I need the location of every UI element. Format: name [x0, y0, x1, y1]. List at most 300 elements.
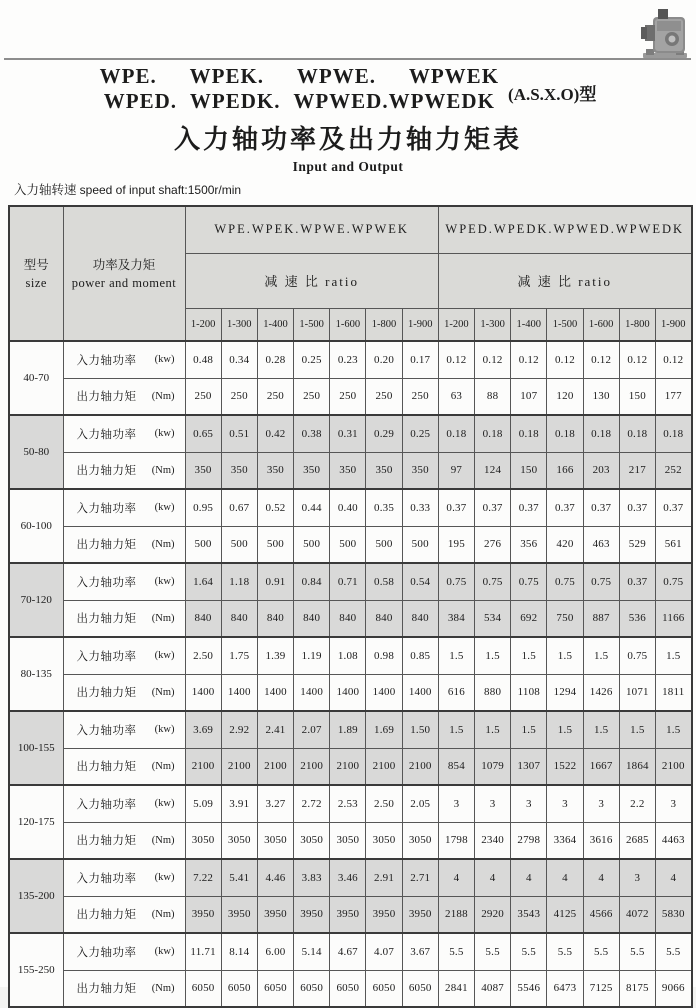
value-cell: 1079	[475, 748, 511, 785]
value-cell: 840	[402, 600, 438, 637]
row-label-text: 出力轴力矩	[76, 465, 137, 478]
value-cell: 1.5	[583, 711, 619, 748]
value-cell: 0.37	[438, 489, 474, 526]
value-cell: 0.84	[294, 563, 330, 600]
value-cell: 5546	[511, 970, 547, 1007]
value-cell: 2.91	[366, 859, 402, 896]
value-cell: 2100	[330, 748, 366, 785]
value-cell: 3950	[221, 896, 257, 933]
value-cell: 500	[402, 526, 438, 563]
value-cell: 350	[257, 452, 293, 489]
value-cell: 1.75	[221, 637, 257, 674]
value-cell: 0.75	[511, 563, 547, 600]
value-cell: 500	[221, 526, 257, 563]
value-cell: 350	[402, 452, 438, 489]
ratio-header-cell: 1-800	[619, 308, 655, 341]
value-cell: 1166	[655, 600, 691, 637]
value-cell: 3	[438, 785, 474, 822]
table-row-torque	[9, 600, 692, 637]
value-cell: 2340	[475, 822, 511, 859]
value-cell: 2.72	[294, 785, 330, 822]
value-cell: 107	[511, 378, 547, 415]
value-cell: 3050	[221, 822, 257, 859]
value-cell: 0.37	[583, 489, 619, 526]
value-cell: 0.75	[655, 563, 691, 600]
row-label-text: 出力轴力矩	[76, 761, 137, 774]
value-cell: 0.35	[366, 489, 402, 526]
value-cell: 0.75	[583, 563, 619, 600]
value-cell: 616	[438, 674, 474, 711]
value-cell: 880	[475, 674, 511, 711]
value-cell: 1.50	[402, 711, 438, 748]
value-cell: 11.71	[185, 933, 221, 970]
value-cell: 0.28	[257, 341, 293, 378]
row-label-cell	[63, 711, 185, 748]
value-cell: 0.75	[438, 563, 474, 600]
value-cell: 0.12	[475, 341, 511, 378]
value-cell: 0.12	[619, 341, 655, 378]
value-cell: 534	[475, 600, 511, 637]
input-speed-note-en: speed of input shaft:1500r/min	[79, 183, 242, 197]
row-label-text: 入力轴功率	[76, 576, 137, 589]
value-cell: 350	[330, 452, 366, 489]
size-cell: 60-100	[9, 489, 63, 563]
value-cell: 2100	[185, 748, 221, 785]
column-header-power-moment	[63, 206, 185, 341]
value-cell: 0.18	[547, 415, 583, 452]
value-cell: 124	[475, 452, 511, 489]
value-cell: 276	[475, 526, 511, 563]
value-cell: 0.12	[511, 341, 547, 378]
value-cell: 1.5	[511, 711, 547, 748]
value-cell: 5830	[655, 896, 691, 933]
value-cell: 0.40	[330, 489, 366, 526]
value-cell: 840	[330, 600, 366, 637]
row-label-unit: (Nm)	[151, 760, 175, 772]
value-cell: 2685	[619, 822, 655, 859]
ratio-header-cell: 1-300	[475, 308, 511, 341]
value-cell: 5.14	[294, 933, 330, 970]
value-cell: 356	[511, 526, 547, 563]
value-cell: 4087	[475, 970, 511, 1007]
value-cell: 0.38	[294, 415, 330, 452]
value-cell: 1400	[402, 674, 438, 711]
value-cell: 1.5	[583, 637, 619, 674]
table-row-power	[9, 563, 692, 600]
table-row-power	[9, 341, 692, 378]
value-cell: 0.51	[221, 415, 257, 452]
value-cell: 840	[185, 600, 221, 637]
value-cell: 1.5	[655, 711, 691, 748]
table-row-torque	[9, 748, 692, 785]
value-cell: 6050	[330, 970, 366, 1007]
row-label-text: 入力轴功率	[76, 798, 137, 811]
value-cell: 840	[294, 600, 330, 637]
value-cell: 5.5	[438, 933, 474, 970]
ratio-header-cell: 1-400	[257, 308, 293, 341]
ratio-header-cell: 1-200	[438, 308, 474, 341]
value-cell: 120	[547, 378, 583, 415]
input-speed-note	[14, 180, 241, 198]
value-cell: 350	[221, 452, 257, 489]
value-cell: 5.5	[619, 933, 655, 970]
value-cell: 7125	[583, 970, 619, 1007]
value-cell: 1522	[547, 748, 583, 785]
input-speed-note-cn: 入力轴转速	[14, 183, 77, 197]
row-label-cell	[63, 341, 185, 378]
value-cell: 1400	[185, 674, 221, 711]
value-cell: 1.89	[330, 711, 366, 748]
value-cell: 3	[547, 785, 583, 822]
value-cell: 6050	[402, 970, 438, 1007]
value-cell: 1798	[438, 822, 474, 859]
value-cell: 420	[547, 526, 583, 563]
value-cell: 6473	[547, 970, 583, 1007]
ratio-label-group1: 减 速 比 ratio	[185, 253, 438, 308]
value-cell: 0.54	[402, 563, 438, 600]
value-cell: 3950	[294, 896, 330, 933]
value-cell: 840	[366, 600, 402, 637]
header-divider	[4, 58, 691, 60]
value-cell: 0.29	[366, 415, 402, 452]
row-label-unit: (Nm)	[151, 464, 175, 476]
size-cell: 80-135	[9, 637, 63, 711]
ratio-header-cell: 1-500	[294, 308, 330, 341]
row-label-unit: (kw)	[154, 650, 175, 662]
value-cell: 0.37	[475, 489, 511, 526]
table-row-torque	[9, 526, 692, 563]
value-cell: 3364	[547, 822, 583, 859]
value-cell: 1071	[619, 674, 655, 711]
value-cell: 2.41	[257, 711, 293, 748]
value-cell: 8.14	[221, 933, 257, 970]
value-cell: 3	[655, 785, 691, 822]
value-cell: 0.12	[438, 341, 474, 378]
value-cell: 1.5	[475, 637, 511, 674]
row-label-cell	[63, 637, 185, 674]
value-cell: 1.5	[547, 711, 583, 748]
row-label-unit: (Nm)	[151, 612, 175, 624]
value-cell: 887	[583, 600, 619, 637]
value-cell: 5.5	[583, 933, 619, 970]
value-cell: 2.92	[221, 711, 257, 748]
size-cell: 50-80	[9, 415, 63, 489]
value-cell: 0.52	[257, 489, 293, 526]
value-cell: 97	[438, 452, 474, 489]
row-label-cell	[63, 489, 185, 526]
page-title-cn: 入力轴功率及出力轴力矩表	[173, 125, 522, 154]
value-cell: 0.37	[511, 489, 547, 526]
value-cell: 250	[366, 378, 402, 415]
value-cell: 0.65	[185, 415, 221, 452]
row-label-cell	[63, 674, 185, 711]
spec-table	[8, 205, 693, 1008]
value-cell: 0.17	[402, 341, 438, 378]
value-cell: 840	[221, 600, 257, 637]
value-cell: 1.5	[655, 637, 691, 674]
value-cell: 250	[330, 378, 366, 415]
value-cell: 2100	[221, 748, 257, 785]
value-cell: 1.5	[547, 637, 583, 674]
row-label-unit: (Nm)	[151, 390, 175, 402]
value-cell: 2.50	[185, 637, 221, 674]
value-cell: 0.75	[619, 637, 655, 674]
value-cell: 3.91	[221, 785, 257, 822]
size-cell: 100-155	[9, 711, 63, 785]
value-cell: 3950	[185, 896, 221, 933]
value-cell: 463	[583, 526, 619, 563]
row-label-text: 入力轴功率	[76, 650, 137, 663]
row-label-text: 出力轴力矩	[76, 909, 137, 922]
value-cell: 4.07	[366, 933, 402, 970]
value-cell: 0.48	[185, 341, 221, 378]
value-cell: 5.5	[655, 933, 691, 970]
value-cell: 1.08	[330, 637, 366, 674]
value-cell: 4	[655, 859, 691, 896]
value-cell: 3616	[583, 822, 619, 859]
table-row-torque	[9, 378, 692, 415]
value-cell: 0.18	[655, 415, 691, 452]
table-row-torque	[9, 822, 692, 859]
ratio-header-cell: 1-800	[366, 308, 402, 341]
value-cell: 1400	[366, 674, 402, 711]
value-cell: 4.67	[330, 933, 366, 970]
row-label-cell	[63, 452, 185, 489]
row-label-cell	[63, 822, 185, 859]
ratio-label-group2: 减 速 比 ratio	[438, 253, 691, 308]
value-cell: 0.37	[619, 563, 655, 600]
type-suffix: (A.S.X.O)型	[508, 84, 597, 104]
row-label-unit: (Nm)	[151, 538, 175, 550]
value-cell: 0.75	[475, 563, 511, 600]
value-cell: 0.31	[330, 415, 366, 452]
value-cell: 3	[475, 785, 511, 822]
value-cell: 536	[619, 600, 655, 637]
value-cell: 0.91	[257, 563, 293, 600]
value-cell: 3.69	[185, 711, 221, 748]
value-cell: 1.5	[438, 637, 474, 674]
value-cell: 0.23	[330, 341, 366, 378]
ratio-header-cell: 1-600	[583, 308, 619, 341]
row-label-cell	[63, 378, 185, 415]
value-cell: 1108	[511, 674, 547, 711]
row-label-cell	[63, 859, 185, 896]
ratio-header-cell: 1-500	[547, 308, 583, 341]
value-cell: 177	[655, 378, 691, 415]
value-cell: 250	[402, 378, 438, 415]
value-cell: 6050	[221, 970, 257, 1007]
group-header-wpe: WPE.WPEK.WPWE.WPWEK	[185, 206, 438, 253]
value-cell: 4463	[655, 822, 691, 859]
value-cell: 1.5	[511, 637, 547, 674]
value-cell: 3050	[257, 822, 293, 859]
value-cell: 2.05	[402, 785, 438, 822]
value-cell: 3.46	[330, 859, 366, 896]
row-label-cell	[63, 785, 185, 822]
value-cell: 0.33	[402, 489, 438, 526]
value-cell: 1.64	[185, 563, 221, 600]
ratio-header-cell: 1-900	[402, 308, 438, 341]
value-cell: 1400	[257, 674, 293, 711]
table-row-power	[9, 711, 692, 748]
value-cell: 0.34	[221, 341, 257, 378]
value-cell: 4072	[619, 896, 655, 933]
value-cell: 1426	[583, 674, 619, 711]
value-cell: 2100	[655, 748, 691, 785]
value-cell: 9066	[655, 970, 691, 1007]
value-cell: 2.71	[402, 859, 438, 896]
column-header-size	[9, 206, 63, 341]
value-cell: 250	[185, 378, 221, 415]
value-cell: 1294	[547, 674, 583, 711]
value-cell: 3950	[330, 896, 366, 933]
value-cell: 0.37	[619, 489, 655, 526]
size-cell: 120-175	[9, 785, 63, 859]
row-label-text: 出力轴力矩	[76, 835, 137, 848]
value-cell: 0.18	[619, 415, 655, 452]
row-label-cell	[63, 526, 185, 563]
value-cell: 854	[438, 748, 474, 785]
value-cell: 203	[583, 452, 619, 489]
value-cell: 1811	[655, 674, 691, 711]
value-cell: 250	[221, 378, 257, 415]
value-cell: 500	[185, 526, 221, 563]
value-cell: 0.42	[257, 415, 293, 452]
value-cell: 500	[294, 526, 330, 563]
value-cell: 4125	[547, 896, 583, 933]
row-label-unit: (kw)	[154, 428, 175, 440]
value-cell: 3.27	[257, 785, 293, 822]
table-row-power	[9, 415, 692, 452]
value-cell: 0.37	[655, 489, 691, 526]
value-cell: 4	[475, 859, 511, 896]
value-cell: 5.09	[185, 785, 221, 822]
row-label-unit: (kw)	[154, 798, 175, 810]
value-cell: 3.83	[294, 859, 330, 896]
value-cell: 0.98	[366, 637, 402, 674]
row-label-unit: (kw)	[154, 502, 175, 514]
table-row-torque	[9, 970, 692, 1007]
value-cell: 3050	[294, 822, 330, 859]
column-header-power-en: power and moment	[71, 275, 177, 290]
value-cell: 2.50	[366, 785, 402, 822]
row-label-unit: (kw)	[154, 946, 175, 958]
value-cell: 195	[438, 526, 474, 563]
column-header-size-en: size	[25, 275, 47, 290]
row-label-unit: (kw)	[154, 872, 175, 884]
value-cell: 0.18	[438, 415, 474, 452]
value-cell: 0.18	[475, 415, 511, 452]
value-cell: 3	[583, 785, 619, 822]
value-cell: 1.5	[475, 711, 511, 748]
ratio-header-cell: 1-900	[655, 308, 691, 341]
row-label-cell	[63, 970, 185, 1007]
value-cell: 350	[294, 452, 330, 489]
value-cell: 0.18	[583, 415, 619, 452]
value-cell: 6050	[366, 970, 402, 1007]
value-cell: 4	[547, 859, 583, 896]
value-cell: 166	[547, 452, 583, 489]
value-cell: 250	[294, 378, 330, 415]
row-label-unit: (kw)	[154, 724, 175, 736]
value-cell: 3050	[185, 822, 221, 859]
column-header-size-cn: 型号	[23, 257, 49, 272]
value-cell: 252	[655, 452, 691, 489]
value-cell: 5.5	[475, 933, 511, 970]
value-cell: 250	[257, 378, 293, 415]
value-cell: 2100	[366, 748, 402, 785]
value-cell: 3950	[257, 896, 293, 933]
value-cell: 0.85	[402, 637, 438, 674]
row-label-cell	[63, 600, 185, 637]
value-cell: 4	[583, 859, 619, 896]
row-label-unit: (kw)	[154, 354, 175, 366]
value-cell: 3	[619, 859, 655, 896]
value-cell: 0.25	[402, 415, 438, 452]
value-cell: 130	[583, 378, 619, 415]
value-cell: 8175	[619, 970, 655, 1007]
value-cell: 2.2	[619, 785, 655, 822]
value-cell: 692	[511, 600, 547, 637]
value-cell: 150	[511, 452, 547, 489]
value-cell: 1.69	[366, 711, 402, 748]
table-row-power	[9, 859, 692, 896]
row-label-cell	[63, 415, 185, 452]
value-cell: 2841	[438, 970, 474, 1007]
value-cell: 3050	[402, 822, 438, 859]
value-cell: 63	[438, 378, 474, 415]
table-row-power	[9, 933, 692, 970]
value-cell: 750	[547, 600, 583, 637]
row-label-text: 入力轴功率	[76, 724, 137, 737]
group-header-wped: WPED.WPEDK.WPWED.WPWEDK	[438, 206, 691, 253]
row-label-text: 出力轴力矩	[76, 687, 137, 700]
model-series-line2: WPED. WPEDK. WPWED.WPWEDK	[103, 89, 495, 113]
value-cell: 1.19	[294, 637, 330, 674]
value-cell: 2100	[294, 748, 330, 785]
value-cell: 5.41	[221, 859, 257, 896]
value-cell: 1400	[294, 674, 330, 711]
gear-reducer-photo	[637, 7, 691, 63]
ratio-header-cell: 1-600	[330, 308, 366, 341]
value-cell: 500	[257, 526, 293, 563]
row-label-cell	[63, 748, 185, 785]
row-label-text: 入力轴功率	[76, 872, 137, 885]
value-cell: 1.5	[619, 711, 655, 748]
title-block	[0, 64, 696, 175]
value-cell: 0.95	[185, 489, 221, 526]
row-label-text: 出力轴力矩	[76, 983, 137, 996]
table-row-torque	[9, 452, 692, 489]
value-cell: 6050	[257, 970, 293, 1007]
row-label-text: 入力轴功率	[76, 502, 137, 515]
row-label-text: 入力轴功率	[76, 354, 137, 367]
value-cell: 561	[655, 526, 691, 563]
value-cell: 1864	[619, 748, 655, 785]
value-cell: 1400	[221, 674, 257, 711]
value-cell: 529	[619, 526, 655, 563]
value-cell: 3950	[402, 896, 438, 933]
value-cell: 0.12	[547, 341, 583, 378]
row-label-unit: (Nm)	[151, 686, 175, 698]
column-header-power-cn: 功率及力矩	[92, 257, 156, 272]
value-cell: 6.00	[257, 933, 293, 970]
row-label-text: 出力轴力矩	[76, 391, 137, 404]
value-cell: 0.37	[547, 489, 583, 526]
value-cell: 0.12	[583, 341, 619, 378]
row-label-text: 出力轴力矩	[76, 539, 137, 552]
row-label-unit: (Nm)	[151, 908, 175, 920]
